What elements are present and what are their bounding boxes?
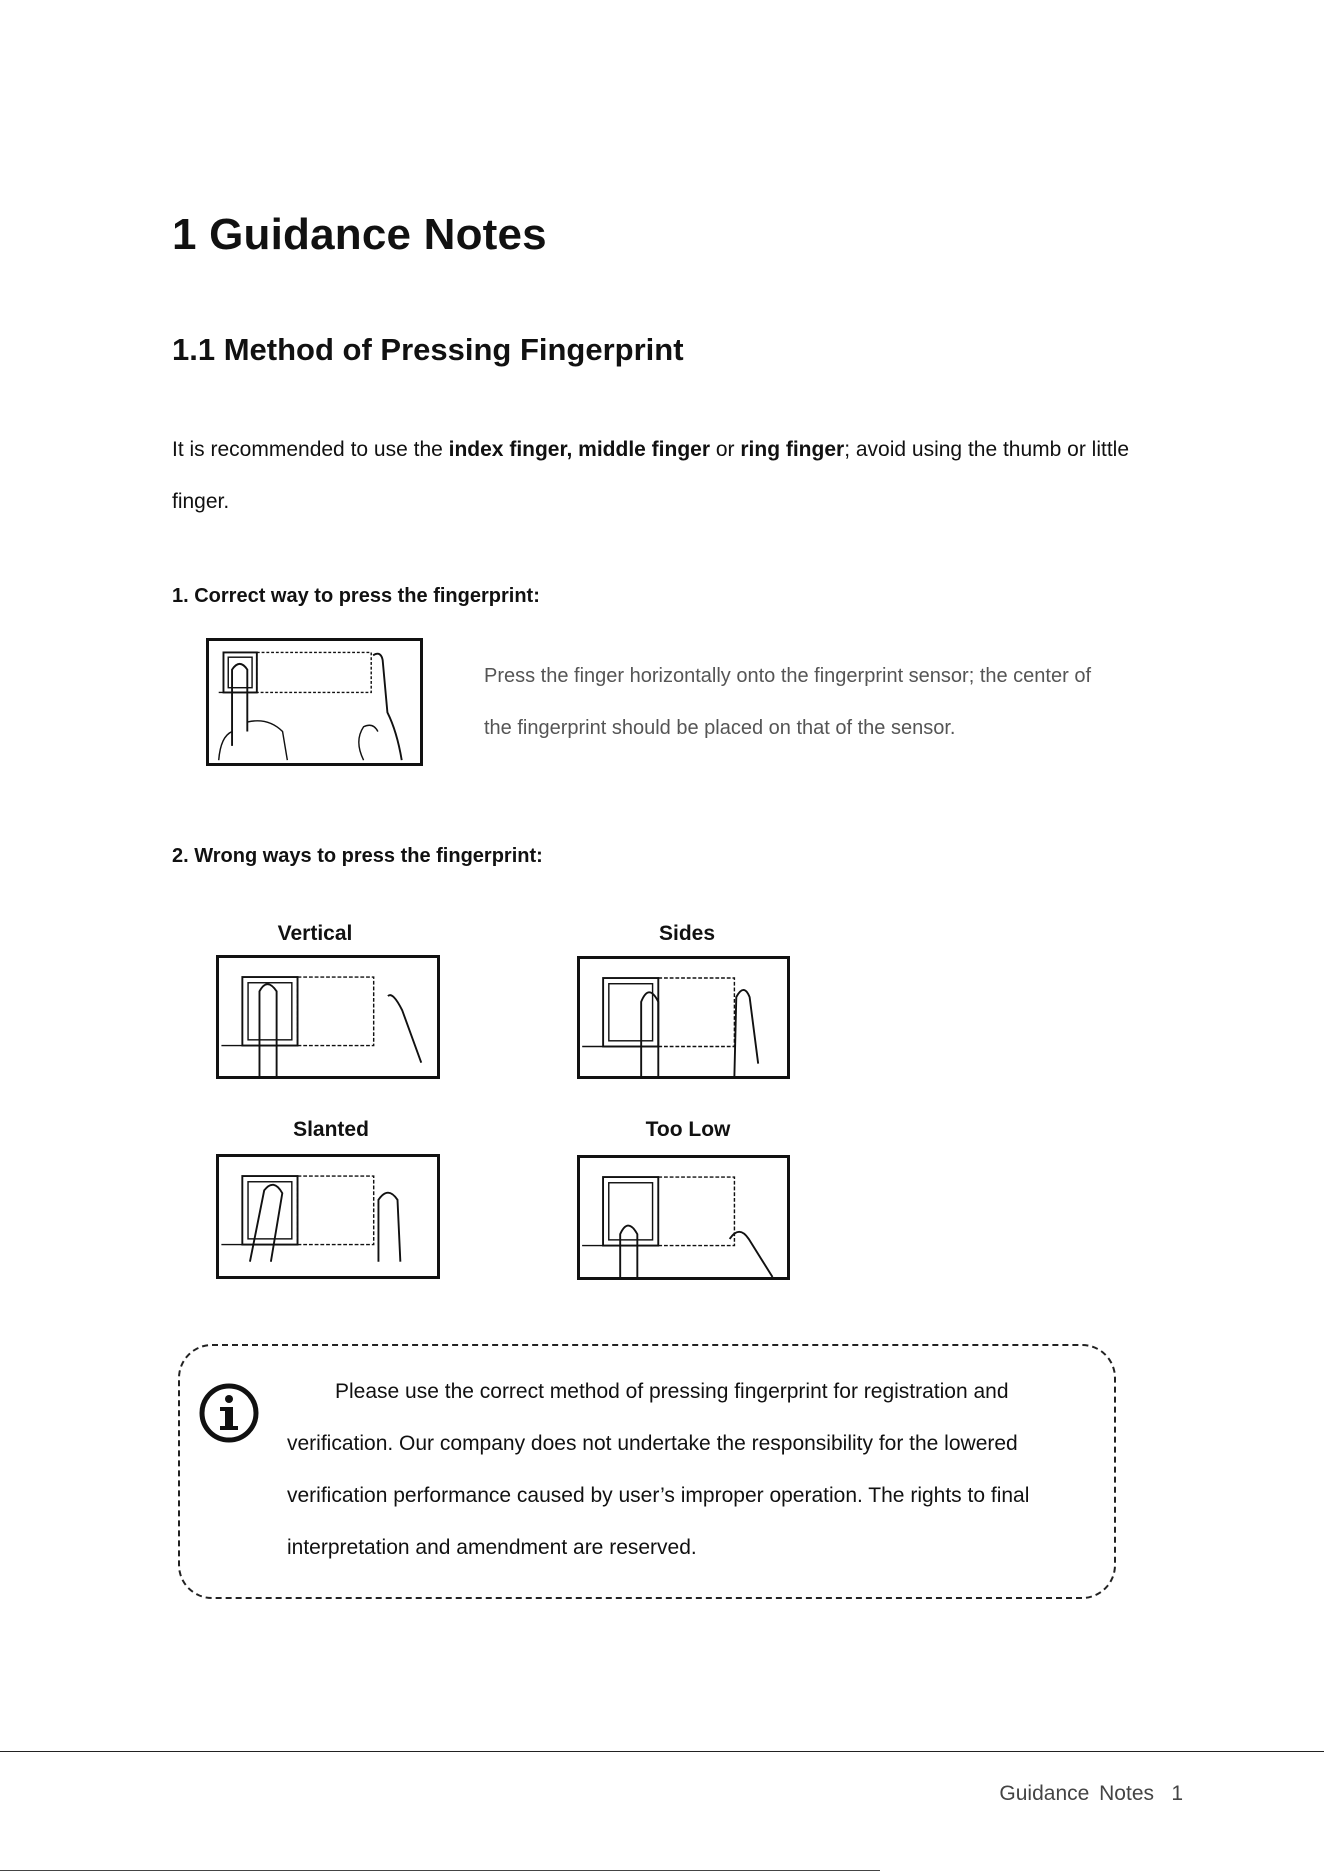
intro-text-post: ; avoid using the thumb or little finger. xyxy=(172,438,1130,513)
wrong-way-title: 2. Wrong ways to press the fingerprint: xyxy=(172,845,543,867)
wrong-too-low-illustration xyxy=(577,1155,790,1280)
note-text: Please use the correct method of pressing fingerprint for registration and verification. Our company does not undertake the responsibility for the lowered verification performance caused by user’s improper operation. The rights to final interpretation and amendment are reserved. xyxy=(287,1380,1030,1559)
intro-text-mid: or xyxy=(710,438,741,461)
wrong-vertical-illustration xyxy=(216,955,440,1079)
wrong-sides-label: Sides xyxy=(658,922,716,945)
intro-paragraph xyxy=(172,424,1182,528)
correct-way-title: 1. Correct way to press the fingerprint: xyxy=(172,585,540,607)
info-icon xyxy=(198,1382,260,1444)
too-low-finger-icon xyxy=(580,1158,787,1277)
page-number: 1 xyxy=(1171,1782,1183,1805)
wrong-too-low-label: Too Low xyxy=(645,1118,731,1141)
footer-divider xyxy=(0,1751,1324,1752)
wrong-slanted-label: Slanted xyxy=(293,1118,369,1141)
correct-way-description: Press the finger horizontally onto the fingerprint sensor; the center of the fingerprint should be placed on that of the sensor. xyxy=(484,665,1092,739)
intro-bold-ring: ring finger xyxy=(740,438,845,461)
correct-way-illustration xyxy=(206,638,423,766)
intro-bold-fingers: index finger, middle finger xyxy=(448,438,711,461)
wrong-slanted-illustration xyxy=(216,1154,440,1279)
correct-finger-icon xyxy=(209,641,420,763)
vertical-finger-icon xyxy=(219,958,437,1076)
wrong-vertical-label: Vertical xyxy=(277,922,353,945)
section-title: 1.1 Method of Pressing Fingerprint xyxy=(172,332,684,367)
page-title: 1 Guidance Notes xyxy=(172,210,547,259)
intro-text-pre: It is recommended to use the xyxy=(172,438,449,461)
slanted-finger-icon xyxy=(219,1157,437,1276)
bottom-divider xyxy=(0,1870,880,1871)
footer-section-name: Guidance Notes xyxy=(999,1782,1154,1805)
wrong-sides-illustration xyxy=(577,956,790,1079)
sides-finger-icon xyxy=(580,959,787,1076)
